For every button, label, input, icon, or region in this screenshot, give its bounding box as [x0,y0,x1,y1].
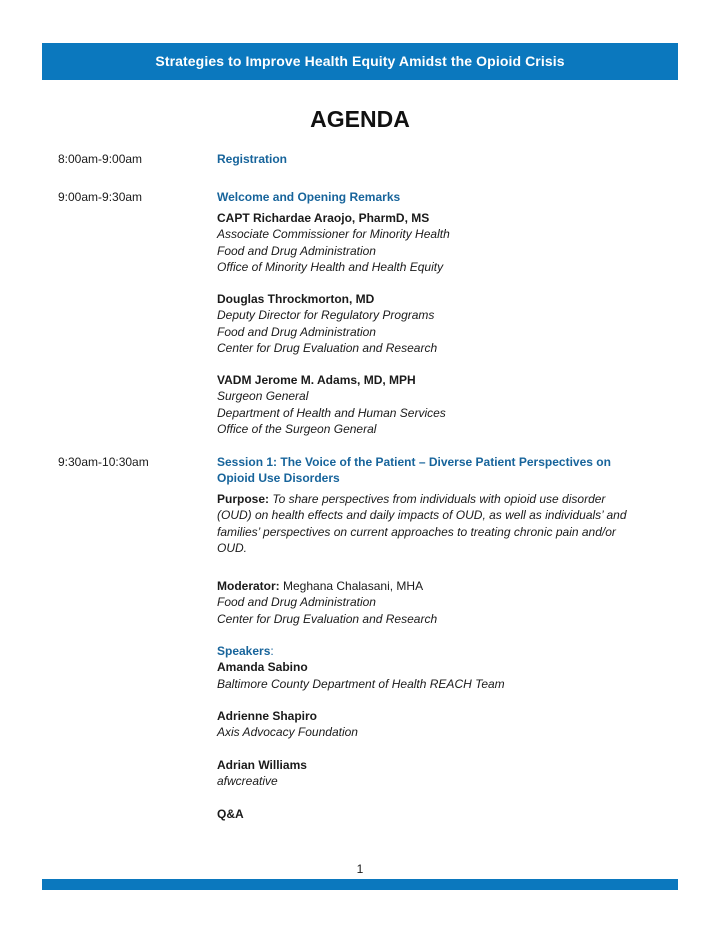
purpose-text-1: To share perspectives from individuals with opioid use disorder [269,492,606,506]
speaker-affiliation: Baltimore County Department of Health REACH Team [217,676,505,691]
moderator-label: Moderator: [217,579,280,593]
speaker-role: Associate Commissioner for Minority Health [217,227,450,242]
speaker-name: Adrian Williams [217,758,307,772]
welcome-title: Welcome and Opening Remarks [217,190,401,204]
purpose-text-4: OUD. [217,541,247,556]
speaker-block-shapiro [217,708,677,741]
banner-title: Strategies to Improve Health Equity Amidst the Opioid Crisis [155,53,565,69]
registration-title: Registration [217,152,288,166]
session1-title-line2: Opioid Use Disorders [217,471,340,486]
session1-moderator [217,578,677,627]
speaker-block-adams [217,372,677,438]
session1-title-line1: Session 1: The Voice of the Patient – Diverse Patient Perspectives on [217,455,611,469]
welcome-time: 9:00am-9:30am [58,190,143,204]
speaker-name: VADM Jerome M. Adams, MD, MPH [217,373,416,387]
speaker-role: Surgeon General [217,389,309,404]
header-banner [42,43,678,80]
session1-title-block [217,454,677,487]
speaker-organization: Food and Drug Administration [217,243,376,258]
speaker-name: CAPT Richardae Araojo, PharmD, MS [217,211,430,225]
speaker-office: Center for Drug Evaluation and Research [217,341,438,356]
moderator-office: Center for Drug Evaluation and Research [217,611,438,626]
qa-label: Q&A [217,807,244,821]
purpose-text-3: families’ perspectives on current approaches to treating chronic pain and/or [217,524,616,539]
speaker-block-williams [217,757,677,790]
purpose-text-2: (OUD) on health effects and daily impacts of OUD, as well as individuals’ and [217,508,627,523]
speaker-office: Office of the Surgeon General [217,422,377,437]
session1-purpose [217,491,677,557]
speaker-name: Amanda Sabino [217,660,308,675]
agenda-title: AGENDA [310,106,410,132]
speakers-label: Speakers [217,644,271,658]
speaker-name: Adrienne Shapiro [217,709,318,723]
registration-time: 8:00am-9:00am [58,152,143,166]
speaker-affiliation: Axis Advocacy Foundation [217,725,358,740]
speaker-block-araojo [217,210,677,276]
speaker-office: Office of Minority Health and Health Equity [217,260,444,275]
purpose-label: Purpose: [217,492,270,506]
registration-block [217,151,677,167]
speaker-organization: Food and Drug Administration [217,324,376,339]
speaker-affiliation: afwcreative [217,774,278,789]
speaker-role: Deputy Director for Regulatory Programs [217,308,435,323]
qa-block [217,806,677,822]
footer-bar [42,879,678,890]
speaker-name: Douglas Throckmorton, MD [217,292,375,306]
moderator-name: Meghana Chalasani, MHA [279,579,424,593]
speakers-colon: : [270,644,274,658]
moderator-organization: Food and Drug Administration [217,595,376,610]
session1-speakers [217,643,677,692]
speaker-block-throckmorton [217,291,677,357]
session1-time: 9:30am-10:30am [58,455,149,469]
page-number: 1 [356,862,364,876]
speaker-organization: Department of Health and Human Services [217,405,446,420]
welcome-title-block [217,189,677,205]
